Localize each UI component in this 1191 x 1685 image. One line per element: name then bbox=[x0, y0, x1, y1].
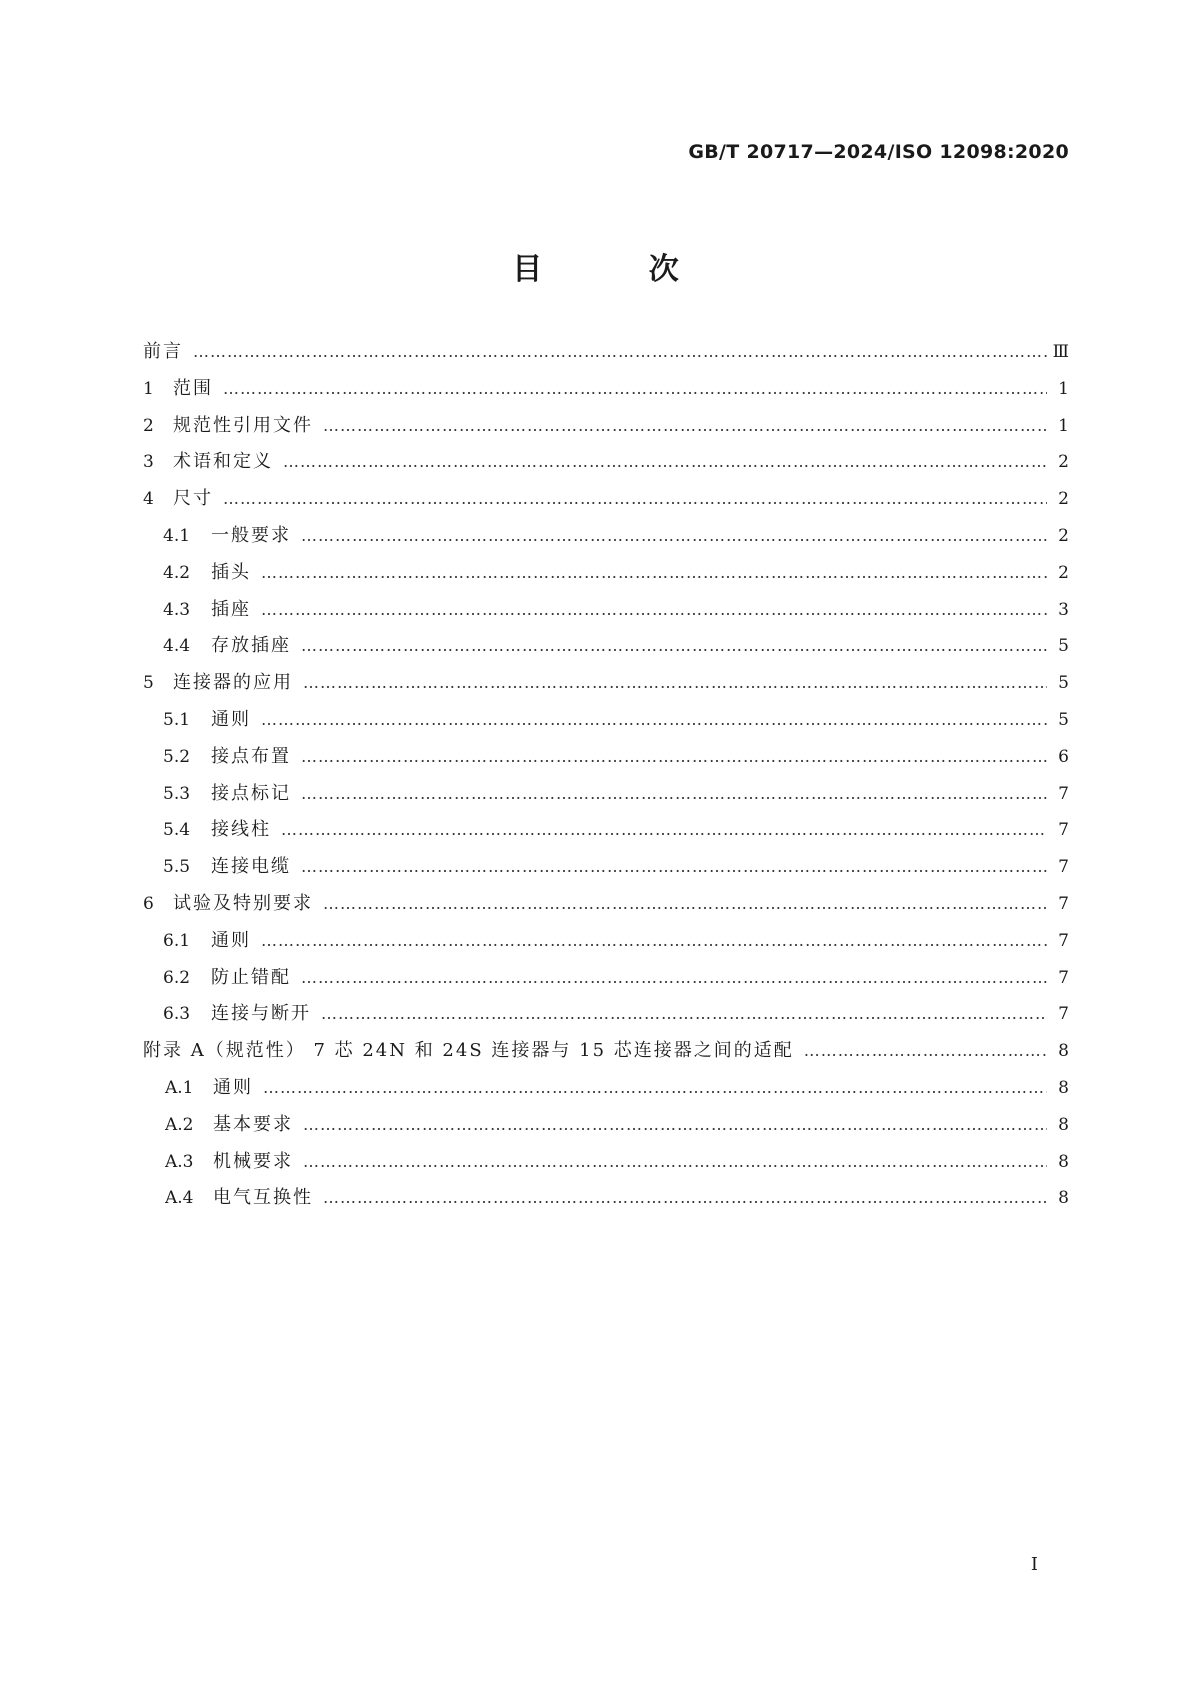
toc-entry-title: 通则 bbox=[213, 1076, 253, 1098]
toc-entry-title: 连接与断开 bbox=[211, 1003, 311, 1025]
toc-entry-number: A.4 bbox=[165, 1188, 194, 1209]
toc-entry-page: 2 bbox=[1058, 525, 1069, 546]
toc-entry-title: 通则 bbox=[211, 929, 251, 951]
toc-entry[interactable] bbox=[143, 926, 1069, 963]
toc-entry-title: 接点标记 bbox=[211, 782, 291, 804]
toc-entry-page: 2 bbox=[1058, 452, 1069, 473]
toc-entry[interactable] bbox=[143, 484, 1069, 521]
toc-entry[interactable] bbox=[143, 705, 1069, 742]
toc-dot-leader bbox=[261, 931, 1047, 950]
toc-entry-page: 7 bbox=[1058, 893, 1069, 914]
toc-dot-leader bbox=[283, 452, 1047, 471]
toc-entry[interactable] bbox=[143, 411, 1069, 448]
toc-entry-number: 6 bbox=[143, 893, 154, 914]
toc-entry[interactable] bbox=[143, 374, 1069, 411]
toc-entry[interactable] bbox=[143, 963, 1069, 1000]
toc-entry-page: 5 bbox=[1058, 709, 1069, 730]
toc-entry-number: 4.3 bbox=[163, 599, 191, 620]
toc-dot-leader bbox=[323, 1188, 1047, 1207]
toc-entry-page: 1 bbox=[1058, 378, 1069, 399]
toc-entry-page: 7 bbox=[1058, 930, 1069, 951]
toc-entry[interactable] bbox=[143, 815, 1069, 852]
toc-entry-title: 接点布置 bbox=[211, 745, 291, 767]
toc-entry-title: 电气互换性 bbox=[213, 1187, 313, 1209]
toc-entry-number: 2 bbox=[143, 415, 154, 436]
toc-dot-leader bbox=[193, 342, 1047, 361]
page-number: I bbox=[1030, 1554, 1038, 1575]
toc-dot-leader bbox=[303, 673, 1047, 692]
toc-entry-number: 6.1 bbox=[163, 930, 191, 951]
toc-entry-title: 防止错配 bbox=[211, 966, 291, 988]
toc-entry-page: 6 bbox=[1058, 746, 1069, 767]
toc-dot-leader bbox=[261, 710, 1047, 729]
toc-entry[interactable] bbox=[143, 1147, 1069, 1184]
toc-entry[interactable] bbox=[143, 631, 1069, 668]
toc-entry-number: 6.2 bbox=[163, 967, 191, 988]
toc-entry-page: 8 bbox=[1058, 1077, 1069, 1098]
toc-entry-page: 7 bbox=[1058, 1004, 1069, 1025]
toc-dot-leader bbox=[281, 820, 1047, 839]
toc-entry-page: 8 bbox=[1058, 1151, 1069, 1172]
toc-entry-title: 连接电缆 bbox=[211, 856, 291, 878]
toc-entry[interactable] bbox=[143, 779, 1069, 816]
toc-entry-title: 术语和定义 bbox=[173, 451, 273, 473]
toc-dot-leader bbox=[223, 379, 1047, 398]
toc-dot-leader bbox=[804, 1041, 1047, 1060]
toc-entry-number: 5.3 bbox=[163, 783, 191, 804]
toc-entry-title: 规范性引用文件 bbox=[173, 414, 313, 436]
toc-entry-title: 机械要求 bbox=[213, 1150, 293, 1172]
toc-entry[interactable] bbox=[143, 668, 1069, 705]
toc-entry[interactable] bbox=[143, 742, 1069, 779]
toc-dot-leader bbox=[321, 1004, 1047, 1023]
toc-entry-page: 5 bbox=[1058, 673, 1069, 694]
toc-entry[interactable] bbox=[143, 1183, 1069, 1220]
toc-dot-leader bbox=[301, 747, 1047, 766]
toc-entry-page: 2 bbox=[1058, 489, 1069, 510]
toc-entry-number: 5 bbox=[143, 673, 154, 694]
toc-entry-title: 连接器的应用 bbox=[173, 672, 293, 694]
toc-entry-page: 3 bbox=[1058, 599, 1069, 620]
toc-entry-page: 2 bbox=[1058, 562, 1069, 583]
toc-dot-leader bbox=[301, 857, 1047, 876]
toc-dot-leader bbox=[323, 416, 1047, 435]
toc-entry-title: 插头 bbox=[211, 561, 251, 583]
toc-entry-title: 一般要求 bbox=[211, 524, 291, 546]
toc-entry[interactable] bbox=[143, 1110, 1069, 1147]
toc-entry-page: 8 bbox=[1058, 1114, 1069, 1135]
toc-entry[interactable] bbox=[143, 999, 1069, 1036]
toc-entry-number: 5.2 bbox=[163, 746, 191, 767]
toc-dot-leader bbox=[301, 968, 1047, 987]
toc-entry-page: 5 bbox=[1058, 636, 1069, 657]
toc-entry-number: A.3 bbox=[165, 1151, 194, 1172]
toc-entry-number: 5.4 bbox=[163, 820, 191, 841]
toc-entry-number: A.2 bbox=[165, 1114, 194, 1135]
toc-entry-title: 范围 bbox=[173, 377, 213, 399]
toc-entry-title: 基本要求 bbox=[213, 1113, 293, 1135]
toc-entry-page: Ⅲ bbox=[1052, 342, 1069, 362]
table-of-contents bbox=[143, 337, 1069, 1220]
toc-dot-leader bbox=[303, 1152, 1047, 1171]
toc-dot-leader bbox=[301, 784, 1047, 803]
toc-entry-page: 8 bbox=[1058, 1188, 1069, 1209]
toc-entry-page: 7 bbox=[1058, 967, 1069, 988]
toc-entry-title: 插座 bbox=[211, 598, 251, 620]
toc-entry-number: 6.3 bbox=[163, 1004, 191, 1025]
toc-dot-leader bbox=[323, 894, 1047, 913]
toc-entry-page: 7 bbox=[1058, 820, 1069, 841]
toc-entry[interactable] bbox=[143, 889, 1069, 926]
toc-entry[interactable] bbox=[143, 1073, 1069, 1110]
toc-entry-title: 前言 bbox=[143, 341, 183, 362]
page-title: 目 次 bbox=[512, 252, 727, 287]
toc-entry-number: 5.5 bbox=[163, 857, 191, 878]
toc-entry-number: 4.2 bbox=[163, 562, 191, 583]
toc-dot-leader bbox=[303, 1115, 1047, 1134]
toc-entry[interactable] bbox=[143, 447, 1069, 484]
toc-entry-number: A.1 bbox=[165, 1077, 194, 1098]
toc-entry-number: 4.1 bbox=[163, 525, 191, 546]
toc-dot-leader bbox=[223, 489, 1047, 508]
toc-entry-title: 试验及特别要求 bbox=[173, 892, 313, 914]
toc-entry[interactable] bbox=[143, 595, 1069, 632]
toc-entry[interactable] bbox=[143, 337, 1069, 374]
toc-entry-title: 尺寸 bbox=[173, 488, 213, 510]
toc-entry-title: 附录 A（规范性） 7 芯 24N 和 24S 连接器与 15 芯连接器之间的适配 bbox=[143, 1040, 794, 1062]
toc-entry-page: 8 bbox=[1058, 1041, 1069, 1062]
toc-entry-title: 接线柱 bbox=[211, 819, 271, 841]
toc-entry[interactable] bbox=[143, 1036, 1069, 1073]
toc-entry-page: 7 bbox=[1058, 857, 1069, 878]
toc-entry[interactable] bbox=[143, 852, 1069, 889]
toc-entry[interactable] bbox=[143, 521, 1069, 558]
toc-dot-leader bbox=[263, 1078, 1047, 1097]
toc-dot-leader bbox=[261, 563, 1047, 582]
toc-entry-number: 5.1 bbox=[163, 709, 191, 730]
toc-entry-number: 4 bbox=[143, 489, 154, 510]
toc-entry-title: 通则 bbox=[211, 708, 251, 730]
toc-entry-page: 7 bbox=[1058, 783, 1069, 804]
toc-entry-number: 4.4 bbox=[163, 636, 191, 657]
toc-entry-page: 1 bbox=[1058, 415, 1069, 436]
toc-entry-number: 1 bbox=[143, 378, 154, 399]
toc-entry-number: 3 bbox=[143, 452, 154, 473]
standard-code: GB/T 20717—2024/ISO 12098:2020 bbox=[688, 141, 1069, 163]
toc-dot-leader bbox=[301, 526, 1047, 545]
toc-dot-leader bbox=[261, 600, 1047, 619]
toc-dot-leader bbox=[301, 636, 1047, 655]
toc-entry[interactable] bbox=[143, 558, 1069, 595]
toc-entry-title: 存放插座 bbox=[211, 635, 291, 657]
